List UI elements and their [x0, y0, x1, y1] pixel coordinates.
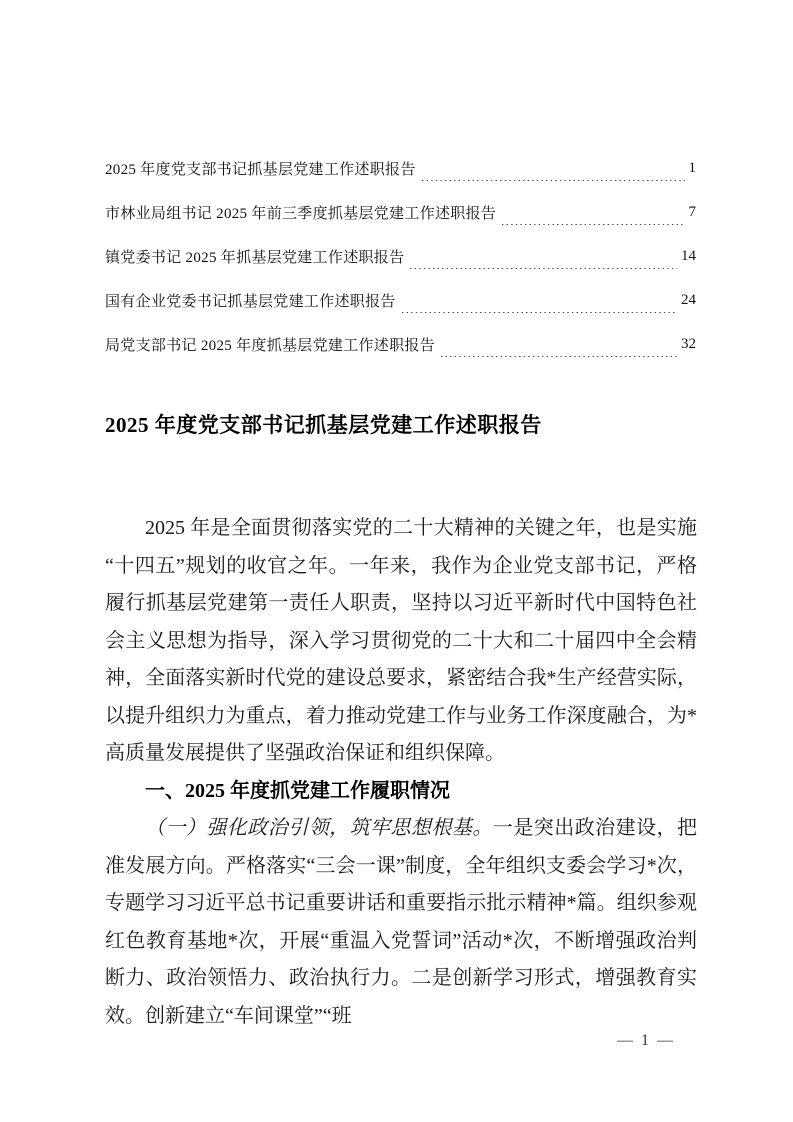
table-of-contents	[105, 146, 696, 366]
document-title: 2025 年度党支部书记抓基层党建工作述职报告	[105, 413, 542, 437]
toc-entry[interactable]	[105, 322, 696, 366]
section1-paragraph	[105, 810, 697, 1035]
toc-dot-leader	[422, 179, 685, 181]
subsection-lead-phrase: （一）强化政治引领，筑牢思想根基。	[145, 817, 493, 839]
toc-entry[interactable]	[105, 190, 696, 234]
section-heading: 一、2025 年度抓党建工作履职情况	[145, 779, 450, 802]
toc-entry[interactable]	[105, 278, 696, 322]
toc-entry-title: 局党支部书记 2025 年度抓基层党建工作述职报告	[105, 337, 436, 354]
toc-entry-title: 镇党委书记 2025 年抓基层党建工作述职报告	[105, 249, 405, 266]
page-number-footer: — 1 —	[617, 1032, 675, 1049]
toc-dot-leader	[502, 223, 684, 225]
toc-entry[interactable]	[105, 146, 696, 190]
toc-dot-leader	[402, 311, 677, 313]
document-body	[105, 510, 697, 1035]
toc-page-number: 1	[688, 159, 696, 176]
toc-page-number: 24	[681, 291, 696, 308]
toc-page-number: 7	[688, 203, 696, 220]
toc-entry[interactable]	[105, 234, 696, 278]
intro-paragraph: 2025 年是全面贯彻落实党的二十大精神的关键之年，也是实施“十四五”规划的收官之年。一年来，我作为企业党支部书记，严格履行抓基层党建第一责任人职责，坚持以习近平新时代中国特色社会主义思想为指导，深入学习贯彻党的二十大和二十届四中全会精神，全面落实新时代党的建设总要求，紧密结合我*生产经营实际，以提升组织力为重点，着力推动党建工作与业务工作深度融合，为*高质量发展提供了坚强政治保证和组织保障。	[105, 517, 697, 764]
toc-entry-title: 市林业局组书记 2025 年前三季度抓基层党建工作述职报告	[105, 205, 497, 222]
toc-dot-leader	[410, 267, 677, 269]
toc-page-number: 14	[681, 247, 696, 264]
toc-page-number: 32	[681, 335, 696, 352]
toc-dot-leader	[441, 355, 677, 357]
subsection-body-text: 一是突出政治建设，把准发展方向。严格落实“三会一课”制度，全年组织支委会学习*次，专题学习习近平总书记重要讲话和重要指示批示精神*篇。组织参观红色教育基地*次，开展“重温入党誓词”活动*次，不断增强政治判断力、政治领悟力、政治执行力。二是创新学习形式，增强教育实效。创新建立“车间课堂”“班	[105, 817, 698, 1027]
toc-entry-title: 国有企业党委书记抓基层党建工作述职报告	[105, 293, 396, 310]
toc-entry-title: 2025 年度党支部书记抓基层党建工作述职报告	[105, 161, 416, 178]
